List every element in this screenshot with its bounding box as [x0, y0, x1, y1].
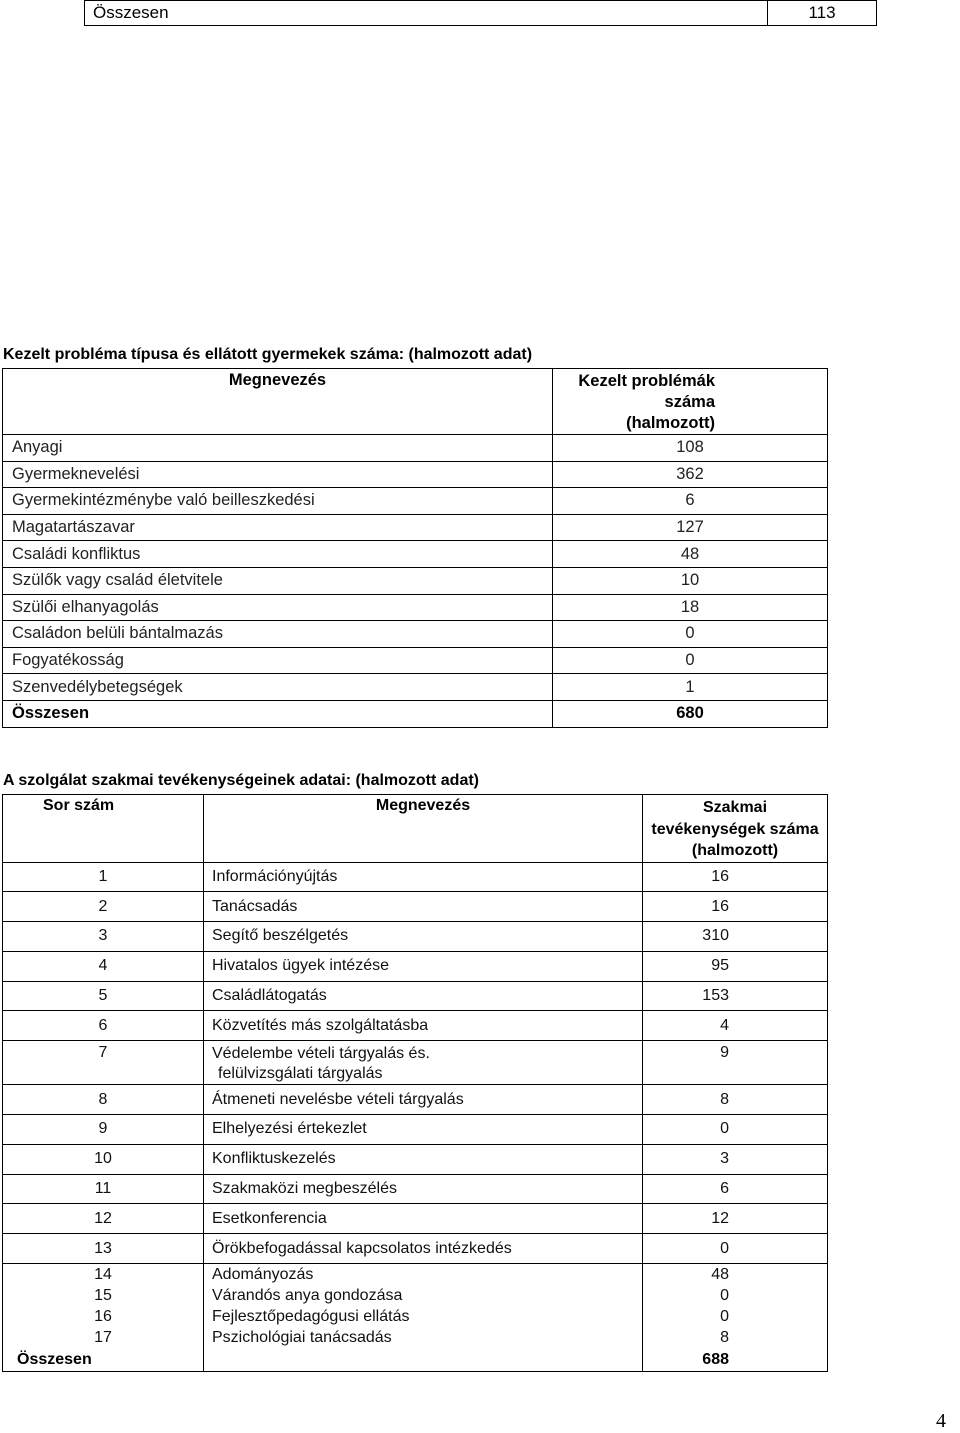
problems-row: [3, 621, 828, 648]
activities-row-number: 5: [3, 981, 204, 1011]
activities-row-count: 8: [643, 1327, 828, 1348]
activities-row-number: 7: [3, 1041, 204, 1085]
activities-row-count: 16: [643, 892, 828, 922]
top-summary-table: [84, 0, 877, 26]
activities-row: [3, 1306, 828, 1327]
problems-row-count: 362: [553, 461, 828, 488]
activities-total-spacer: [204, 1348, 643, 1372]
problems-total-count: 680: [553, 700, 828, 727]
activities-header-name: Megnevezés: [204, 795, 643, 863]
problems-row: [3, 567, 828, 594]
activities-row-number: 13: [3, 1234, 204, 1264]
page-number: 4: [936, 1410, 946, 1432]
activities-header-count-line1: Szakmai: [702, 799, 768, 816]
activities-row-count: 9: [643, 1041, 828, 1085]
activities-total-row: [3, 1348, 828, 1372]
problems-row-count: 0: [553, 647, 828, 674]
activities-row-name: Segítő beszélgetés: [204, 922, 643, 952]
activities-row: [3, 1234, 828, 1264]
problems-header-row: [3, 369, 828, 435]
problems-row-name: Gyermeknevelési: [3, 461, 553, 488]
activities-row-number: 15: [3, 1285, 204, 1306]
activities-row-count: 153: [643, 981, 828, 1011]
problems-title: Kezelt probléma típusa és ellátott gyermekek száma: (halmozott adat): [3, 346, 533, 363]
activities-row: [3, 1041, 828, 1085]
problems-header-name: Megnevezés: [3, 369, 553, 435]
activities-header-count-line3: (halmozott): [691, 842, 779, 859]
activities-row: [3, 1327, 828, 1348]
problems-row-name: Szenvedélybetegségek: [3, 674, 553, 701]
activities-row-count: 8: [643, 1085, 828, 1115]
activities-row-name: Családlátogatás: [204, 981, 643, 1011]
activities-row-name: Örökbefogadással kapcsolatos intézkedés: [204, 1234, 643, 1264]
activities-row-count: 48: [643, 1264, 828, 1286]
activities-row-name-line2: felülvizsgálati tárgyalás: [218, 1065, 383, 1083]
top-summary-label: Összesen: [85, 1, 768, 26]
problems-row-count: 108: [553, 435, 828, 462]
problems-row-name: Gyermekintézménybe való beilleszkedési: [3, 488, 553, 515]
activities-row-count: 4: [643, 1011, 828, 1041]
activities-row-count: 0: [643, 1234, 828, 1264]
activities-row-name: Elhelyezési értekezlet: [204, 1115, 643, 1145]
activities-row-count: 95: [643, 951, 828, 981]
activities-total-label: Összesen: [3, 1348, 204, 1372]
problems-body: [3, 435, 828, 701]
problems-row-count: 0: [553, 621, 828, 648]
problems-row-name: Fogyatékosság: [3, 647, 553, 674]
activities-row: [3, 1144, 828, 1174]
activities-row: [3, 1011, 828, 1041]
activities-row-count: 0: [643, 1115, 828, 1145]
activities-row-number: 2: [3, 892, 204, 922]
activities-row-number: 17: [3, 1327, 204, 1348]
problems-row-name: Szülők vagy család életvitele: [3, 567, 553, 594]
activities-row: [3, 1115, 828, 1145]
activities-row-number: 10: [3, 1144, 204, 1174]
problems-row-count: 18: [553, 594, 828, 621]
problems-row-name: Magatartászavar: [3, 514, 553, 541]
activities-row: [3, 892, 828, 922]
problems-row-count: 10: [553, 567, 828, 594]
activities-title: A szolgálat szakmai tevékenységeinek adatai: (halmozott adat): [3, 772, 480, 789]
activities-body: [3, 862, 828, 1348]
problems-header-count: [553, 369, 828, 435]
activities-row-name: Pszichológiai tanácsadás: [204, 1327, 643, 1348]
activities-row-name: Konfliktuskezelés: [204, 1144, 643, 1174]
problems-row: [3, 541, 828, 568]
activities-header-row: [3, 795, 828, 863]
top-summary-value: 113: [768, 1, 877, 26]
problems-row-name: Családon belüli bántalmazás: [3, 621, 553, 648]
activities-row: [3, 922, 828, 952]
activities-row-name: Tanácsadás: [204, 892, 643, 922]
activities-row: [3, 1264, 828, 1286]
problems-table: [2, 368, 828, 728]
activities-row-count: 16: [643, 862, 828, 892]
activities-row-name: Várandós anya gondozása: [204, 1285, 643, 1306]
problems-header-count-line2: (halmozott): [626, 414, 715, 432]
activities-row: [3, 1204, 828, 1234]
activities-row: [3, 1285, 828, 1306]
problems-row-name: Szülői elhanyagolás: [3, 594, 553, 621]
activities-row-number: 14: [3, 1264, 204, 1286]
activities-row-name-line1: Védelembe vételi tárgyalás és.: [212, 1045, 430, 1063]
activities-row-name: Hivatalos ügyek intézése: [204, 951, 643, 981]
problems-row: [3, 674, 828, 701]
problems-row-count: 127: [553, 514, 828, 541]
activities-row-name: Átmeneti nevelésbe vételi tárgyalás: [204, 1085, 643, 1115]
activities-row-name: Adományozás: [204, 1264, 643, 1286]
activities-total-count: 688: [643, 1348, 828, 1372]
activities-header-sor: Sor szám: [3, 795, 204, 863]
activities-row-number: 6: [3, 1011, 204, 1041]
activities-row: [3, 1085, 828, 1115]
problems-row-count: 6: [553, 488, 828, 515]
activities-row-number: 12: [3, 1204, 204, 1234]
top-summary-row: [85, 1, 877, 26]
problems-total-label: Összesen: [3, 700, 553, 727]
activities-header-count: [643, 795, 828, 863]
activities-header-count-line2: tevékenységek száma: [651, 820, 819, 838]
activities-row-name: Szakmaközi megbeszélés: [204, 1174, 643, 1204]
problems-row-name: Anyagi: [3, 435, 553, 462]
activities-row-name: [204, 1041, 643, 1085]
problems-row: [3, 514, 828, 541]
problems-row: [3, 488, 828, 515]
activities-row-count: 6: [643, 1174, 828, 1204]
problems-row-count: 48: [553, 541, 828, 568]
problems-row: [3, 594, 828, 621]
activities-table: [2, 794, 828, 1372]
activities-row-number: 9: [3, 1115, 204, 1145]
activities-row-count: 0: [643, 1285, 828, 1306]
activities-row-number: 4: [3, 951, 204, 981]
activities-row-count: 0: [643, 1306, 828, 1327]
activities-row: [3, 862, 828, 892]
activities-row-number: 16: [3, 1306, 204, 1327]
problems-row: [3, 647, 828, 674]
activities-row-count: 3: [643, 1144, 828, 1174]
activities-row-name: Fejlesztőpedagógusi ellátás: [204, 1306, 643, 1327]
activities-row-number: 11: [3, 1174, 204, 1204]
activities-row: [3, 981, 828, 1011]
activities-row-number: 8: [3, 1085, 204, 1115]
activities-row-name: Esetkonferencia: [204, 1204, 643, 1234]
problems-row-name: Családi konfliktus: [3, 541, 553, 568]
activities-row-number: 1: [3, 862, 204, 892]
problems-row-count: 1: [553, 674, 828, 701]
activities-row-count: 310: [643, 922, 828, 952]
problems-row: [3, 435, 828, 462]
activities-row-number: 3: [3, 922, 204, 952]
activities-row-name: Közvetítés más szolgáltatásba: [204, 1011, 643, 1041]
problems-total-row: [3, 700, 828, 727]
problems-row: [3, 461, 828, 488]
activities-row-name: Információnyújtás: [204, 862, 643, 892]
activities-row: [3, 1174, 828, 1204]
activities-row: [3, 951, 828, 981]
activities-row-count: 12: [643, 1204, 828, 1234]
problems-header-count-line1: Kezelt problémák száma: [578, 372, 715, 411]
